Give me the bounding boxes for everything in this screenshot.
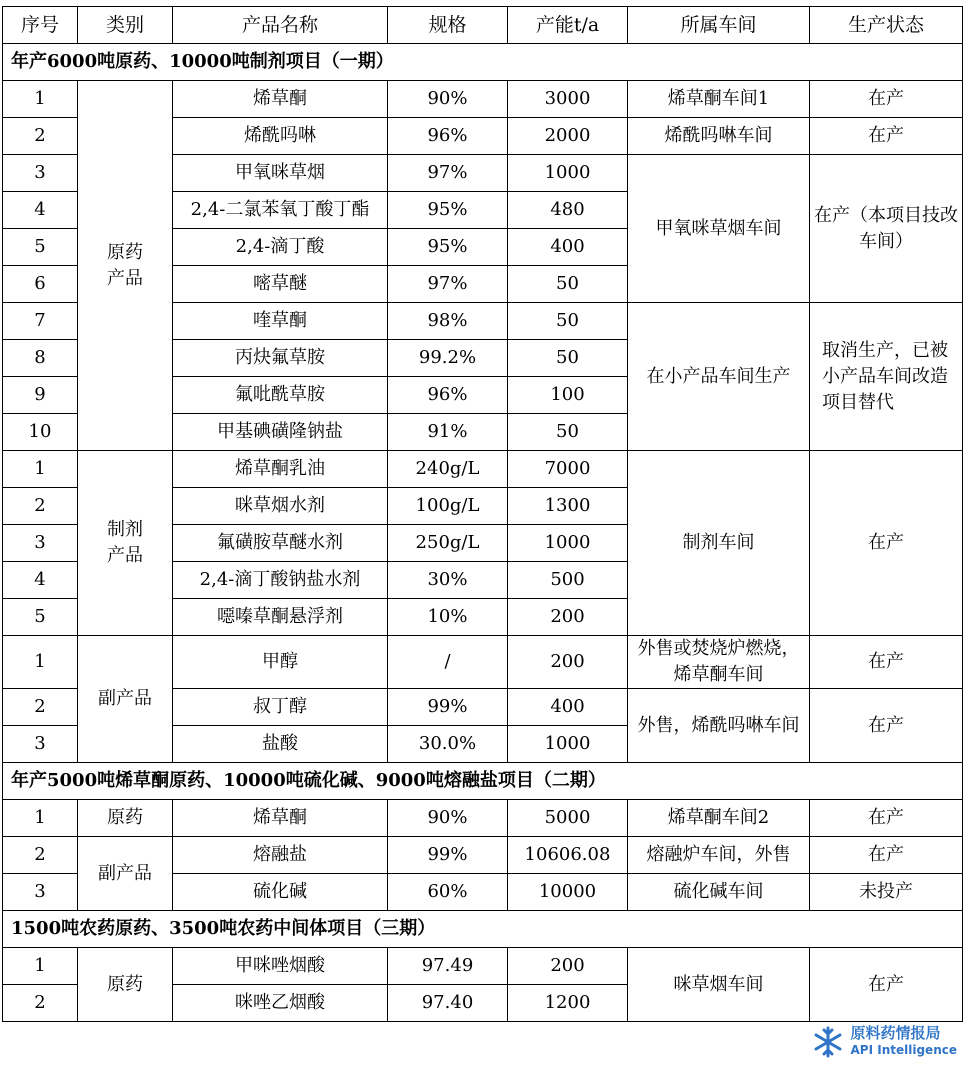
capacity: 10606.08 bbox=[508, 837, 628, 874]
workshop: 烯草酮车间1 bbox=[628, 81, 810, 118]
table-row bbox=[3, 81, 963, 118]
spec: 97% bbox=[388, 266, 508, 303]
product-name: 甲咪唑烟酸 bbox=[173, 948, 388, 985]
product-name: 烯草酮乳油 bbox=[173, 451, 388, 488]
header-product-name: 产品名称 bbox=[173, 7, 388, 44]
phase2-title: 年产5000吨烯草酮原药、10000吨硫化碱、9000吨熔融盐项目（二期） bbox=[3, 763, 963, 800]
spec: 240g/L bbox=[388, 451, 508, 488]
row-no: 2 bbox=[3, 837, 78, 874]
workshop: 硫化碱车间 bbox=[628, 874, 810, 911]
product-name: 2,4-二氯苯氧丁酸丁酯 bbox=[173, 192, 388, 229]
workshop: 在小产品车间生产 bbox=[628, 303, 810, 451]
category-raw: 原药 bbox=[78, 948, 173, 1022]
section-title-phase1 bbox=[3, 44, 963, 81]
product-name: 甲氧咪草烟 bbox=[173, 155, 388, 192]
product-name: 甲基碘磺隆钠盐 bbox=[173, 414, 388, 451]
product-name: 喹草酮 bbox=[173, 303, 388, 340]
table-row bbox=[3, 948, 963, 985]
status: 在产 bbox=[810, 81, 963, 118]
product-name: 2,4-滴丁酸钠盐水剂 bbox=[173, 562, 388, 599]
spec: 96% bbox=[388, 377, 508, 414]
status: 在产 bbox=[810, 800, 963, 837]
header-category: 类别 bbox=[78, 7, 173, 44]
status: 在产 bbox=[810, 118, 963, 155]
row-no: 1 bbox=[3, 636, 78, 689]
product-name: 烯酰吗啉 bbox=[173, 118, 388, 155]
workshop: 甲氧咪草烟车间 bbox=[628, 155, 810, 303]
row-no: 2 bbox=[3, 118, 78, 155]
spec: 99% bbox=[388, 837, 508, 874]
spec: 30% bbox=[388, 562, 508, 599]
status: 在产 bbox=[810, 837, 963, 874]
spec: 10% bbox=[388, 599, 508, 636]
phase3-title: 1500吨农药原药、3500吨农药中间体项目（三期） bbox=[3, 911, 963, 948]
status: 取消生产，已被小产品车间改造项目替代 bbox=[810, 303, 963, 451]
product-name: 熔融盐 bbox=[173, 837, 388, 874]
product-name: 甲醇 bbox=[173, 636, 388, 689]
capacity: 2000 bbox=[508, 118, 628, 155]
workshop: 外售，烯酰吗啉车间 bbox=[628, 689, 810, 763]
capacity: 1000 bbox=[508, 155, 628, 192]
section-title-phase2 bbox=[3, 763, 963, 800]
row-no: 1 bbox=[3, 948, 78, 985]
status: 在产 bbox=[810, 636, 963, 689]
spec: 95% bbox=[388, 229, 508, 266]
product-name: 2,4-滴丁酸 bbox=[173, 229, 388, 266]
capacity: 10000 bbox=[508, 874, 628, 911]
table-row bbox=[3, 837, 963, 874]
product-name: 氟磺胺草醚水剂 bbox=[173, 525, 388, 562]
row-no: 2 bbox=[3, 689, 78, 726]
product-name: 烯草酮 bbox=[173, 81, 388, 118]
product-capacity-table bbox=[2, 6, 963, 1022]
category-raw: 原药 bbox=[78, 800, 173, 837]
status: 在产（本项目技改车间） bbox=[810, 155, 963, 303]
watermark-cn: 原料药情报局 bbox=[850, 1024, 941, 1042]
table-row bbox=[3, 800, 963, 837]
capacity: 5000 bbox=[508, 800, 628, 837]
status: 未投产 bbox=[810, 874, 963, 911]
snowflake-logo-icon bbox=[811, 1025, 845, 1059]
row-no: 5 bbox=[3, 229, 78, 266]
product-name: 噁嗪草酮悬浮剂 bbox=[173, 599, 388, 636]
category-formulation: 制剂 产品 bbox=[78, 451, 173, 636]
status: 在产 bbox=[810, 451, 963, 636]
capacity: 400 bbox=[508, 689, 628, 726]
product-name: 咪草烟水剂 bbox=[173, 488, 388, 525]
row-no: 2 bbox=[3, 488, 78, 525]
row-no: 4 bbox=[3, 562, 78, 599]
category-raw-product: 原药 产品 bbox=[78, 81, 173, 451]
phase1-title: 年产6000吨原药、10000吨制剂项目（一期） bbox=[3, 44, 963, 81]
row-no: 3 bbox=[3, 155, 78, 192]
workshop: 烯草酮车间2 bbox=[628, 800, 810, 837]
capacity: 480 bbox=[508, 192, 628, 229]
capacity: 50 bbox=[508, 340, 628, 377]
capacity: 1000 bbox=[508, 525, 628, 562]
spec: 98% bbox=[388, 303, 508, 340]
spec: 100g/L bbox=[388, 488, 508, 525]
workshop: 烯酰吗啉车间 bbox=[628, 118, 810, 155]
product-name: 咪唑乙烟酸 bbox=[173, 985, 388, 1022]
row-no: 7 bbox=[3, 303, 78, 340]
spec: 91% bbox=[388, 414, 508, 451]
row-no: 1 bbox=[3, 81, 78, 118]
row-no: 9 bbox=[3, 377, 78, 414]
capacity: 200 bbox=[508, 948, 628, 985]
row-no: 8 bbox=[3, 340, 78, 377]
spec: 97% bbox=[388, 155, 508, 192]
capacity: 50 bbox=[508, 266, 628, 303]
capacity: 1300 bbox=[508, 488, 628, 525]
capacity: 1000 bbox=[508, 726, 628, 763]
workshop: 咪草烟车间 bbox=[628, 948, 810, 1022]
spec: 30.0% bbox=[388, 726, 508, 763]
row-no: 3 bbox=[3, 525, 78, 562]
header-row bbox=[3, 7, 963, 44]
row-no: 3 bbox=[3, 726, 78, 763]
capacity: 500 bbox=[508, 562, 628, 599]
table-row bbox=[3, 451, 963, 488]
product-name: 叔丁醇 bbox=[173, 689, 388, 726]
watermark-en: API Intelligence bbox=[850, 1043, 957, 1057]
row-no: 5 bbox=[3, 599, 78, 636]
product-name: 烯草酮 bbox=[173, 800, 388, 837]
product-name: 丙炔氟草胺 bbox=[173, 340, 388, 377]
capacity: 200 bbox=[508, 599, 628, 636]
category-byproduct: 副产品 bbox=[78, 837, 173, 911]
header-no: 序号 bbox=[3, 7, 78, 44]
spec: 60% bbox=[388, 874, 508, 911]
spec: 97.49 bbox=[388, 948, 508, 985]
spec: 90% bbox=[388, 81, 508, 118]
capacity: 50 bbox=[508, 303, 628, 340]
product-name: 硫化碱 bbox=[173, 874, 388, 911]
header-capacity: 产能t/a bbox=[508, 7, 628, 44]
spec: 90% bbox=[388, 800, 508, 837]
spec: 97.40 bbox=[388, 985, 508, 1022]
capacity: 400 bbox=[508, 229, 628, 266]
capacity: 1200 bbox=[508, 985, 628, 1022]
capacity: 7000 bbox=[508, 451, 628, 488]
status: 在产 bbox=[810, 948, 963, 1022]
row-no: 1 bbox=[3, 800, 78, 837]
product-name: 盐酸 bbox=[173, 726, 388, 763]
section-title-phase3 bbox=[3, 911, 963, 948]
capacity: 3000 bbox=[508, 81, 628, 118]
header-spec: 规格 bbox=[388, 7, 508, 44]
capacity: 100 bbox=[508, 377, 628, 414]
workshop: 外售或焚烧炉燃烧，烯草酮车间 bbox=[628, 636, 810, 689]
spec: 96% bbox=[388, 118, 508, 155]
row-no: 1 bbox=[3, 451, 78, 488]
header-workshop: 所属车间 bbox=[628, 7, 810, 44]
header-status: 生产状态 bbox=[810, 7, 963, 44]
row-no: 6 bbox=[3, 266, 78, 303]
spec: 99.2% bbox=[388, 340, 508, 377]
spec: 99% bbox=[388, 689, 508, 726]
table-row bbox=[3, 636, 963, 689]
product-name: 氟吡酰草胺 bbox=[173, 377, 388, 414]
row-no: 4 bbox=[3, 192, 78, 229]
row-no: 10 bbox=[3, 414, 78, 451]
row-no: 2 bbox=[3, 985, 78, 1022]
capacity: 50 bbox=[508, 414, 628, 451]
workshop: 熔融炉车间，外售 bbox=[628, 837, 810, 874]
capacity: 200 bbox=[508, 636, 628, 689]
spec: 95% bbox=[388, 192, 508, 229]
watermark bbox=[811, 1025, 957, 1059]
category-byproduct: 副产品 bbox=[78, 636, 173, 763]
product-name: 嘧草醚 bbox=[173, 266, 388, 303]
row-no: 3 bbox=[3, 874, 78, 911]
status: 在产 bbox=[810, 689, 963, 763]
workshop: 制剂车间 bbox=[628, 451, 810, 636]
spec: 250g/L bbox=[388, 525, 508, 562]
spec: / bbox=[388, 636, 508, 689]
